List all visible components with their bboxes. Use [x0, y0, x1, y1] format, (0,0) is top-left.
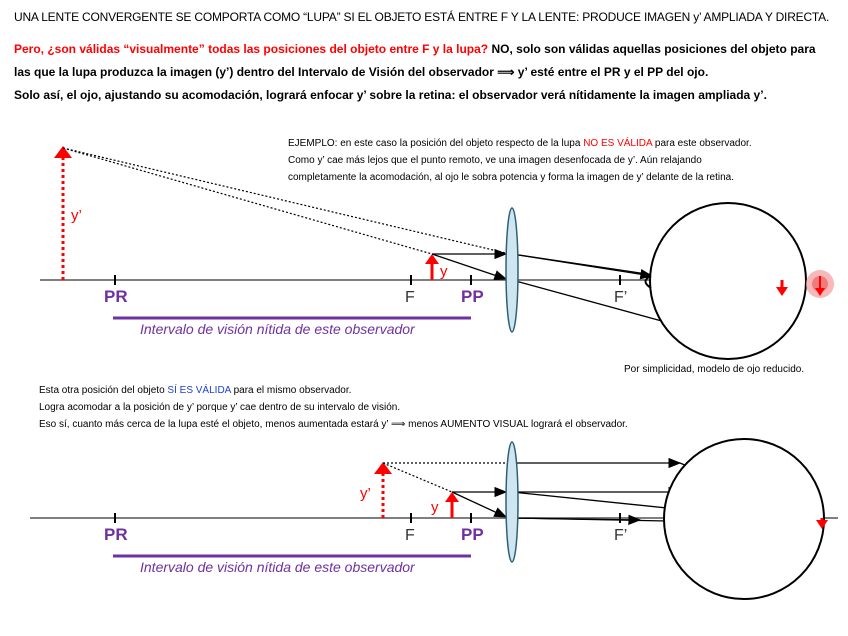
y-prime-label-bottom: y’: [360, 485, 371, 502]
y-prime-label-top: y’: [71, 207, 82, 224]
lens-bottom: [506, 442, 518, 562]
pr-label-top: PR: [104, 287, 128, 306]
example-bottom-line-3: Eso sí, cuanto más cerca de la lupa esté el objeto, menos aumentada estará y’ ⟹ menos AUMENTO VISUAL logrará el observador.: [39, 419, 628, 430]
example-bottom-text-a: Esta otra posición del objeto: [39, 385, 168, 396]
virtual-image-arrowhead-top: [54, 146, 72, 158]
header-line-1: UNA LENTE CONVERGENTE SE COMPORTA COMO “LUPA” SI EL OBJETO ESTÁ ENTRE F Y LA LENTE: PRODUCE IMAGEN y’ AMPLIADA Y DIRECTA.: [14, 10, 830, 24]
f-prime-label-bottom: F’: [614, 527, 628, 544]
interval-label-bottom: Intervalo de visión nítida de este observador: [140, 559, 415, 575]
example-top-line-2: Como y’ cae más lejos que el punto remoto, ve una imagen desenfocada de y’. Aún relajando: [288, 155, 702, 166]
f-prime-label-top: F’: [614, 289, 628, 306]
virtual-ray-2-top: [63, 148, 432, 254]
example-top-text-b: para este observador.: [652, 138, 752, 149]
virtual-ray-1-top: [63, 148, 510, 254]
pp-label-top: PP: [461, 287, 484, 306]
simplicity-note: Por simplicidad, modelo de ojo reducido.: [624, 364, 805, 375]
header-line-3: las que la lupa produzca la imagen (y’) dentro del Intervalo de Visión del observador ⟹ y’ esté entre el PR y el PP del ojo.: [14, 65, 709, 79]
example-top-line-3: completamente la acomodación, al ojo le sobra potencia y forma la imagen de y’ delante de la retina.: [288, 172, 735, 183]
question-text: Pero, ¿son válidas “visualmente” todas las posiciones del objeto entre F y la lupa?: [14, 42, 489, 56]
interval-label-top: Intervalo de visión nítida de este observador: [140, 321, 415, 337]
ray-center-bottom: [452, 492, 506, 517]
not-valid-label: NO ES VÁLIDA: [583, 138, 653, 149]
lens-top: [506, 208, 518, 332]
f-label-bottom: F: [405, 527, 415, 544]
virtual-ray-2-bottom: [383, 463, 452, 492]
pp-label-bottom: PP: [461, 525, 484, 544]
virtual-image-arrowhead-bottom: [374, 462, 392, 474]
valid-label: SÍ ES VÁLIDA: [167, 385, 231, 396]
bottom-diagram: [30, 439, 838, 599]
example-bottom-line-2: Logra acomodar a la posición de y’ porque y’ cae dentro de su intervalo de visión.: [39, 402, 401, 413]
object-arrowhead-bottom: [445, 492, 459, 502]
f-label-top: F: [405, 289, 415, 306]
example-top-text-a: EJEMPLO: en este caso la posición del objeto respecto de la lupa: [288, 138, 584, 149]
answer-text: NO, solo son válidas aquellas posiciones del objeto para: [488, 42, 816, 56]
pr-label-bottom: PR: [104, 525, 128, 544]
example-bottom-text-b: para el mismo observador.: [230, 385, 352, 396]
header-line-4: Solo así, el ojo, ajustando su acomodación, logrará enfocar y’ sobre la retina: el observador verá nítidamente la imagen ampliada y’.: [14, 88, 767, 102]
y-label-top: y: [440, 263, 448, 280]
top-diagram: [40, 146, 834, 359]
eye-bottom: [664, 439, 824, 599]
ray-refracted-arrow-top: [512, 254, 652, 276]
y-label-bottom: y: [431, 499, 439, 516]
